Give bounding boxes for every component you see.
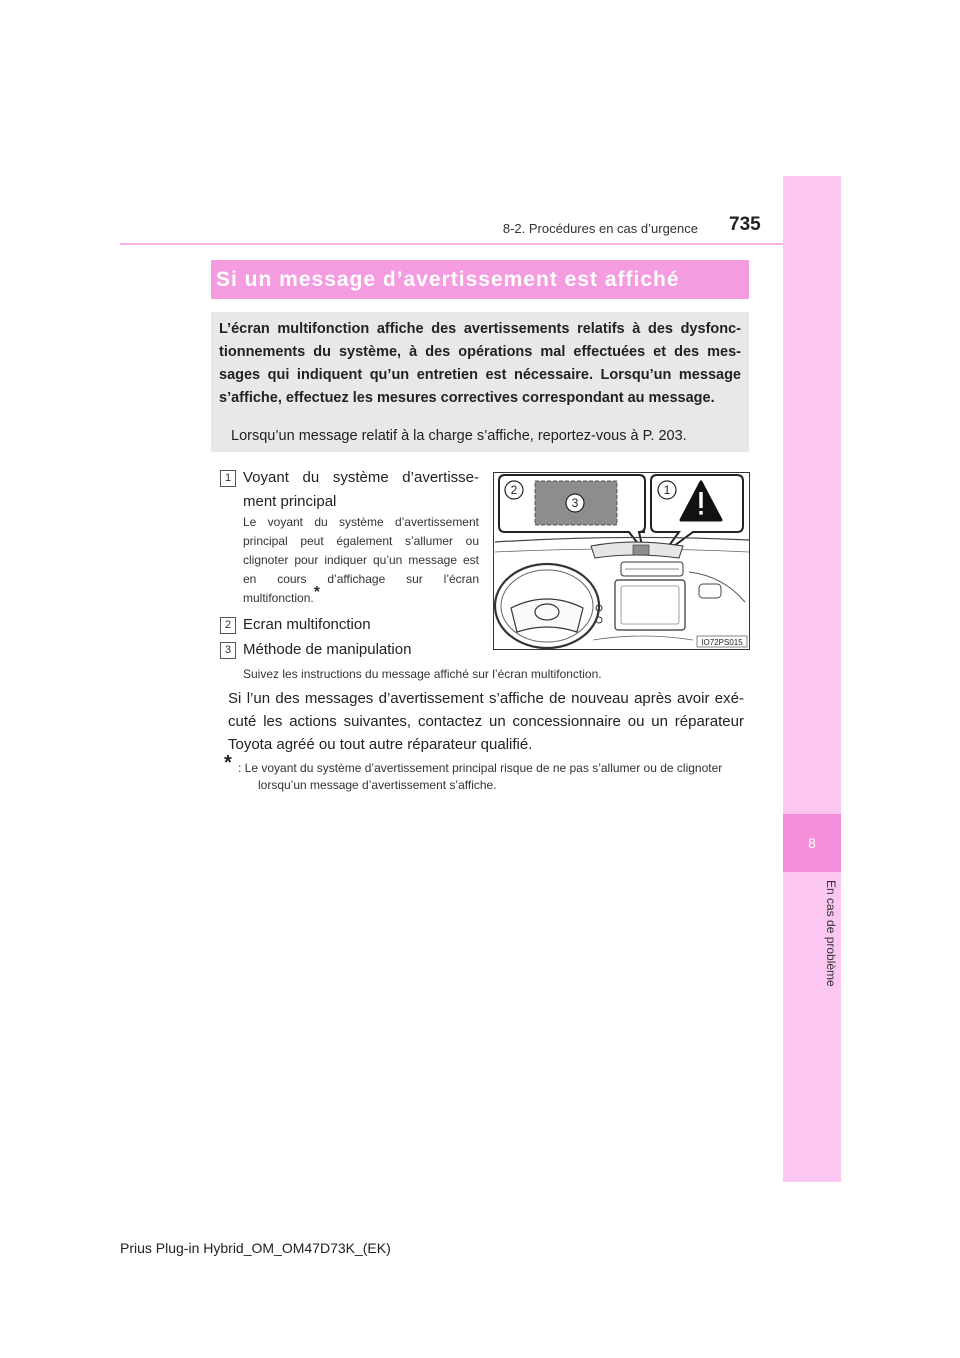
follow-up-paragraph: Si l’un des messages d’avertissement s’affiche de nouveau après avoir exé-cuté les actions suivantes, contactez un concessionnaire ou un réparateur Toyota agréé ou tout autre réparateur qualifié. — [228, 690, 744, 753]
section-reference: 8-2. Procédures en cas d’urgence — [502, 221, 698, 236]
item-title: Voyant du système d’avertisse-ment principal — [243, 469, 479, 510]
footer-document-code: Prius Plug-in Hybrid_OM_OM47D73K_(EK) — [120, 1240, 391, 1256]
warning-exclamation-dot — [699, 511, 702, 515]
header-divider — [120, 243, 783, 245]
dashboard-illustration-svg — [493, 472, 750, 650]
chapter-number-tab — [783, 814, 841, 872]
dashboard-illustration — [493, 472, 750, 650]
warning-exclamation-bar — [699, 492, 702, 508]
chapter-side-tab — [783, 176, 841, 1182]
chapter-label: En cas de problème — [824, 880, 838, 987]
page-number: 735 — [729, 214, 761, 235]
footnote-text: : Le voyant du système d’avertissement principal risque de ne pas s’allumer ou de clignoter lorsqu’un message d’avertissement s’affiche. — [238, 761, 723, 792]
intro-note: Lorsqu’un message relatif à la charge s’affiche, reportez-vous à P. 203. — [231, 428, 687, 444]
item-description — [243, 513, 479, 608]
item-title: Ecran multifonction — [243, 616, 371, 633]
callout-label-3: 3 — [571, 496, 579, 510]
item-number-badge: 2 — [220, 617, 236, 634]
meter-screen-highlight — [633, 545, 649, 555]
callout-label-1: 1 — [663, 483, 671, 497]
footnote-marker: * — [313, 584, 320, 601]
callout-label-2: 2 — [510, 483, 518, 497]
item-number-badge: 1 — [220, 470, 236, 487]
item-description-text: Le voyant du système d’avertissement principal peut également s’allumer ou clignoter pour indiquer qu’un message est en cours d’affichage sur l’écran multifonction. — [243, 515, 479, 605]
footnote — [238, 760, 744, 794]
item-title: Méthode de manipulation — [243, 641, 412, 658]
item-number-badge: 3 — [220, 642, 236, 659]
image-code: IO72PS015 — [701, 638, 743, 647]
chapter-number: 8 — [808, 835, 816, 851]
section-title: Si un message d’avertissement est affiché — [216, 267, 680, 291]
intro-box — [211, 312, 749, 452]
footnote-marker: * — [224, 752, 232, 774]
intro-text: L’écran multifonction affiche des avertissements relatifs à des dysfonc-tionnements du système, à des opérations mal effectuées et des mes-sages qui indiquent qu’un entretien est nécessaire. Lorsqu’un message s’affiche, effectuez les mesures correctives correspondant au message. — [219, 321, 741, 406]
center-display — [615, 580, 685, 630]
item-description: Suivez les instructions du message affiché sur l’écran multifonction. — [243, 667, 602, 681]
section-title-bar — [211, 260, 749, 299]
